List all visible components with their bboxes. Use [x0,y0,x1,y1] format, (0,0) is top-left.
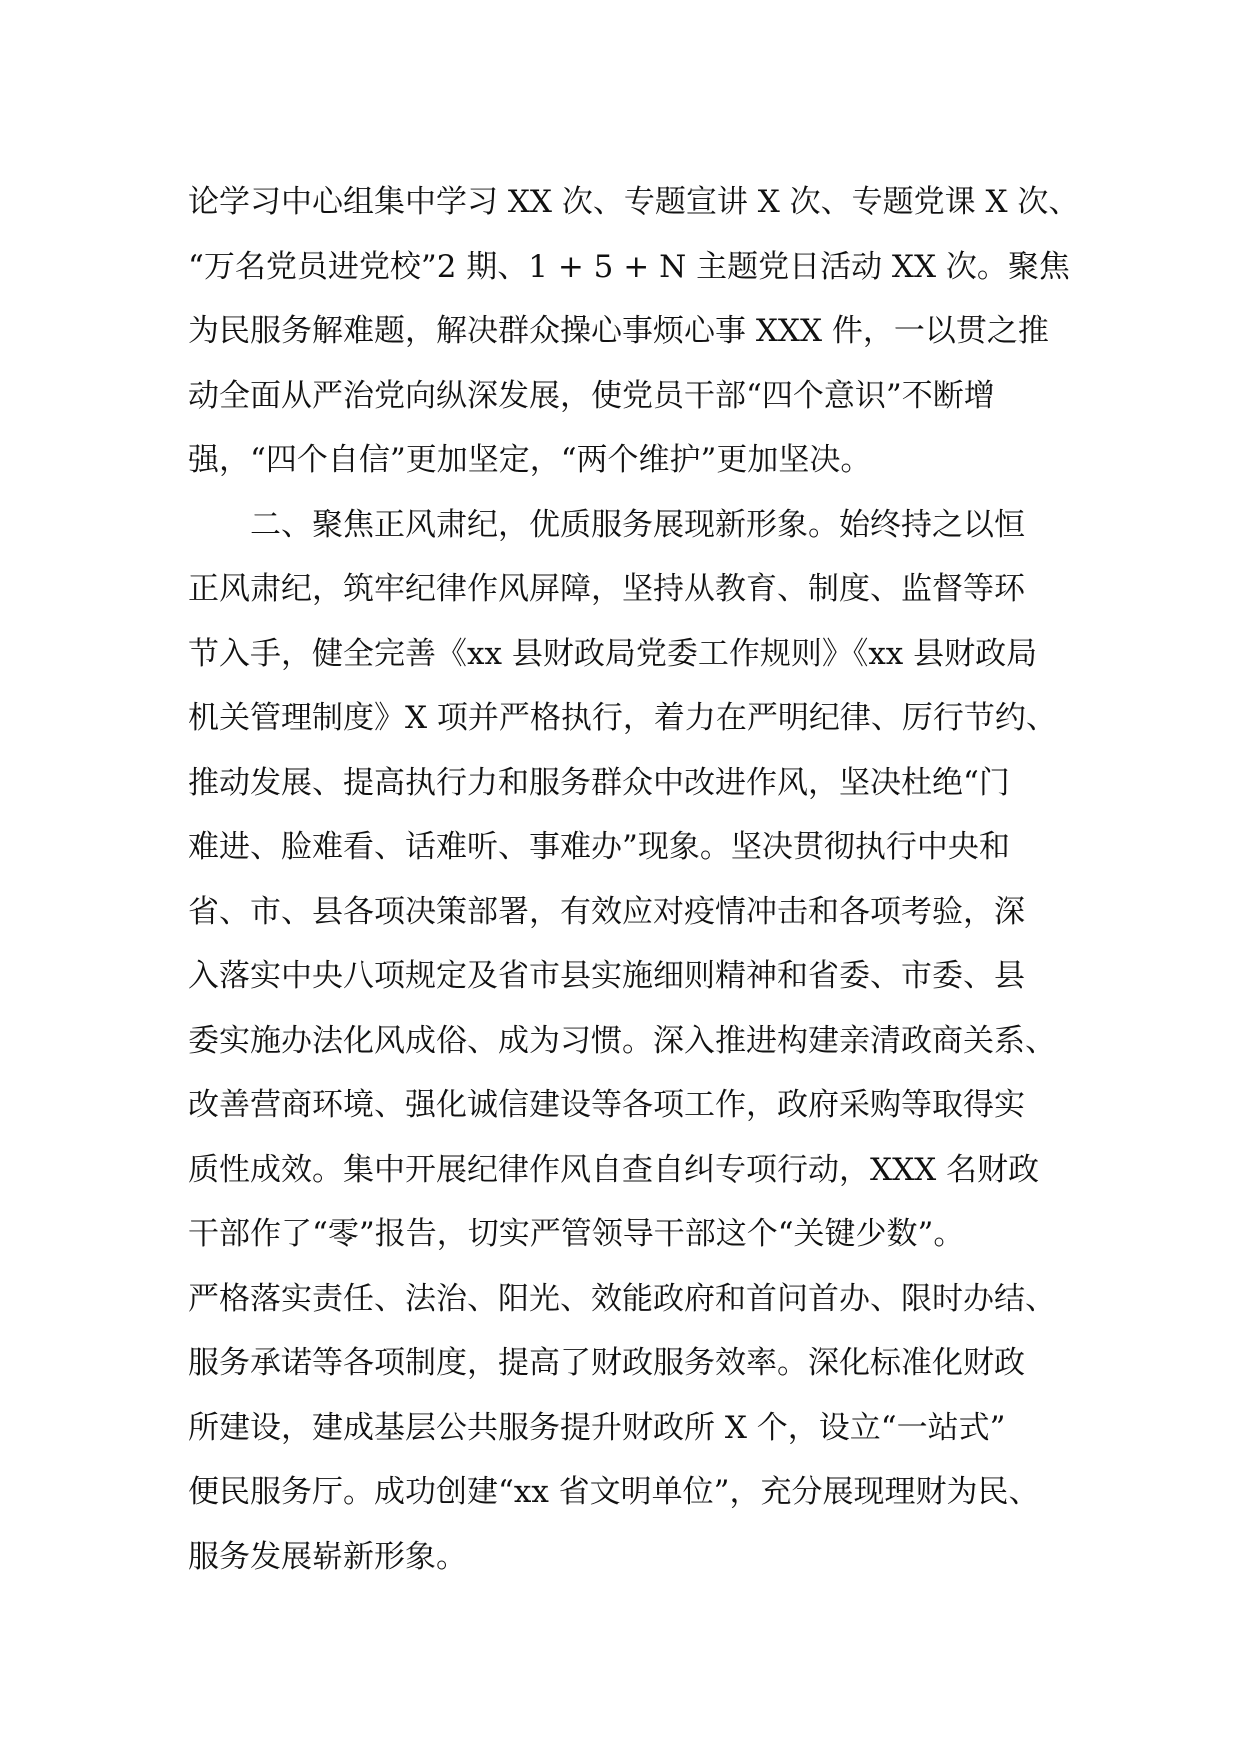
text-line: 服务承诺等各项制度，提高了财政服务效率。深化标准化财政 [188,1345,1025,1381]
text-line: 节入手，健全完善《xx 县财政局党委工作规则》《xx 县财政局 [188,635,1038,672]
text-line: 省、市、县各项决策部署，有效应对疫情冲击和各项考验，深 [188,893,1025,930]
text-line: 严格落实责任、法治、阳光、效能政府和首问首办、限时办结、 [188,1280,1056,1317]
text-line: 干部作了“零”报告，切实严管领导干部这个“关键少数”。 [188,1216,965,1252]
text-line: 便民服务厅。成功创建“xx 省文明单位”，充分展现理财为民、 [188,1474,1040,1510]
text-line: “万名党员进党校”2 期、1 + 5 + N 主题党日活动 XX 次。聚焦 [188,248,1070,285]
text-line: 论学习中心组集中学习 XX 次、专题宣讲 X 次、专题党课 X 次、 [188,184,1080,220]
text-line: 改善营商环境、强化诚信建设等各项工作，政府采购等取得实 [188,1087,1025,1123]
text-line: 入落实中央八项规定及省市县实施细则精神和省委、市委、县 [188,958,1025,994]
text-line: 为民服务解难题，解决群众操心事烦心事 XXX 件，一以贯之推 [188,313,1049,349]
text-line: 难进、脸难看、话难听、事难办”现象。坚决贯彻执行中央和 [188,829,1010,865]
text-line: 所建设，建成基层公共服务提升财政所 X 个，设立“一站式” [188,1409,1006,1446]
text-line: 正风肃纪，筑牢纪律作风屏障，坚持从教育、制度、监督等环 [188,571,1025,607]
text-line: 强，“四个自信”更加坚定，“两个维护”更加坚决。 [188,442,872,478]
text-line: 质性成效。集中开展纪律作风自查自纠专项行动，XXX 名财政 [188,1151,1040,1188]
section-heading-line: 二、聚焦正风肃纪，优质服务展现新形象。始终持之以恒 [250,506,1025,543]
text-line: 机关管理制度》X 项并严格执行，着力在严明纪律、厉行节约、 [188,700,1057,736]
document-body [188,170,1080,1589]
text-line: 委实施办法化风成俗、成为习惯。深入推进构建亲清政商关系、 [188,1022,1056,1059]
text-line: 动全面从严治党向纵深发展，使党员干部“四个意识”不断增 [188,377,995,414]
text-line: 服务发展崭新形象。 [188,1538,467,1575]
text-line: 推动发展、提高执行力和服务群众中改进作风，坚决杜绝“门 [188,764,1010,801]
